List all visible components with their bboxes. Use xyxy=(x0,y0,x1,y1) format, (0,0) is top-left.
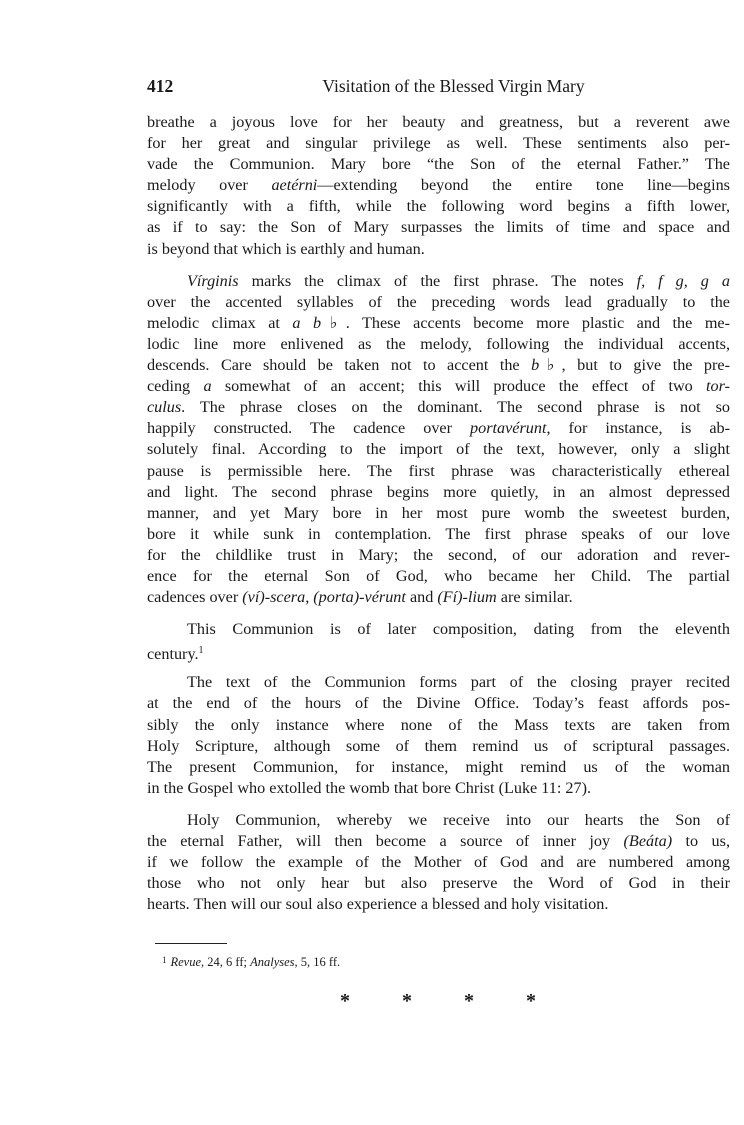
text-line xyxy=(147,154,730,175)
text-run: in the Gospel who extolled the womb that bore Christ (Luke 11: 27). xyxy=(147,778,592,797)
text-line xyxy=(147,461,730,482)
text-run: bore it while sunk in contemplation. The first phrase speaks of our love xyxy=(147,524,730,543)
text-line xyxy=(147,196,730,217)
text-line xyxy=(147,292,730,313)
text-run: significantly with a fifth, while the following word begins a fifth lower, xyxy=(147,197,730,216)
citation-title: Analyses xyxy=(250,955,295,969)
italic-term: f, f g, g a xyxy=(636,271,730,290)
text-line xyxy=(147,175,730,196)
text-run: cadences over xyxy=(147,588,243,607)
italic-term: a xyxy=(203,377,212,396)
text-line xyxy=(147,217,730,238)
text-run: the eternal Father, will then become a source of inner joy xyxy=(147,832,624,850)
paragraph-gap xyxy=(147,260,730,271)
text-run: vade the Communion. Mary bore “the Son of the eternal Father.” The xyxy=(147,155,730,174)
text-line xyxy=(147,376,730,397)
text-run: are similar. xyxy=(496,588,573,607)
text-line xyxy=(147,355,730,376)
text-run: at the end of the hours of the Divine Office. Today’s feast affords pos- xyxy=(147,694,730,713)
asterisk: * xyxy=(526,990,536,1012)
text-run: This Communion is of later composition, dating from the eleventh xyxy=(187,620,730,639)
text-line xyxy=(147,439,730,460)
text-run: The text of the Communion forms part of the closing prayer recited xyxy=(187,673,730,692)
paragraph xyxy=(147,810,730,915)
text-run: solutely final. According to the import of the text, however, only a slight xyxy=(147,440,730,459)
text-line xyxy=(147,334,730,355)
text-run: The present Communion, for instance, might remind us of the woman xyxy=(147,757,730,776)
text-run: pause is permissible here. The first phrase was characteristically ethereal xyxy=(147,461,730,480)
citation-text: , 5, 16 ff. xyxy=(294,955,341,969)
italic-term: (Fí)-lium xyxy=(437,588,497,607)
text-run: somewhat of an accent; this will produce the effect of two xyxy=(211,377,707,396)
asterisk: * xyxy=(464,990,474,1012)
text-run: Holy Scripture, although some of them remind us of scriptural passages. xyxy=(147,736,730,755)
text-run: , for instance, is ab- xyxy=(546,419,730,438)
paragraph xyxy=(147,271,730,609)
text-line xyxy=(147,587,730,608)
running-title: Visitation of the Blessed Virgin Mary xyxy=(322,76,585,96)
paragraph-gap xyxy=(147,799,730,810)
text-line xyxy=(147,271,730,292)
text-run: lodic line more enlivened as the melody, following the individual accents, xyxy=(147,334,730,353)
text-run: for her great and singular privilege as well. These sentiments also per- xyxy=(147,134,730,153)
italic-term: culus xyxy=(147,398,182,417)
text-run: . These accents become more plastic and the me- xyxy=(345,313,731,332)
text-run: —extending beyond the entire tone line—begins xyxy=(317,176,730,195)
text-line xyxy=(147,566,730,587)
italic-term: b♭ xyxy=(531,356,562,375)
asterisk: * xyxy=(340,990,350,1012)
text-run: for the childlike trust in Mary; the second, of our adoration and rever- xyxy=(147,545,730,564)
text-run: hearts. Then will our soul also experience a blessed and holy visitation. xyxy=(147,895,609,914)
paragraph-gap xyxy=(147,661,730,672)
section-separator xyxy=(340,990,588,1013)
text-line xyxy=(147,693,730,714)
italic-term: (Beáta) xyxy=(623,832,673,850)
text-run: to us, xyxy=(672,832,730,850)
text-line xyxy=(147,397,730,418)
running-header xyxy=(147,76,730,100)
text-line xyxy=(147,112,730,133)
text-line xyxy=(147,482,730,503)
text-line xyxy=(147,239,730,260)
footnote-reference: 1 xyxy=(198,645,204,657)
text-line xyxy=(147,545,730,566)
italic-term: (ví)-scera, (porta)-vérunt xyxy=(242,588,406,607)
text-run: ence for the eternal Son of God, who became her Child. The partial xyxy=(147,566,730,585)
text-run: sibly the only instance where none of the Mass texts are taken from xyxy=(147,715,730,734)
italic-term: tor- xyxy=(706,377,731,396)
text-run: breathe a joyous love for her beauty and greatness, but a reverent awe xyxy=(147,113,730,131)
text-line xyxy=(147,715,730,736)
text-line xyxy=(147,640,730,664)
text-line xyxy=(147,778,730,799)
text-run: if we follow the example of the Mother of God and are numbered among xyxy=(147,853,730,872)
text-run: and light. The second phrase begins more quietly, in an almost depressed xyxy=(147,482,730,501)
footnote xyxy=(162,955,340,970)
text-line xyxy=(147,736,730,757)
footnote-rule xyxy=(155,943,227,944)
text-line xyxy=(147,894,730,915)
text-line xyxy=(147,524,730,545)
text-run: those who not only hear but also preserve the Word of God in their xyxy=(147,874,730,893)
citation-text: , 24, 6 ff; xyxy=(201,955,251,969)
text-run: century. xyxy=(147,645,199,664)
text-line xyxy=(147,133,730,154)
paragraph xyxy=(147,619,730,664)
italic-term: a b♭ xyxy=(292,313,346,332)
text-run: and xyxy=(405,588,438,607)
italic-term: Vírginis xyxy=(187,271,239,290)
text-run: over the accented syllables of the preceding words lead gradually to the xyxy=(147,292,730,311)
text-run: Holy Communion, whereby we receive into our hearts the Son of xyxy=(187,810,730,829)
text-line xyxy=(147,418,730,439)
text-line xyxy=(147,619,730,640)
page-number: 412 xyxy=(147,76,174,96)
text-run: melodic climax at xyxy=(147,313,293,332)
text-run: happily constructed. The cadence over xyxy=(147,419,471,438)
citation-title: Revue xyxy=(170,955,202,969)
body-text xyxy=(147,112,730,915)
text-run: marks the climax of the first phrase. The notes xyxy=(238,271,637,290)
text-line xyxy=(147,672,730,693)
paragraph-gap xyxy=(147,608,730,619)
text-run: , but to give the pre- xyxy=(561,356,730,375)
text-run: manner, and yet Mary bore in her most pure womb the sweetest burden, xyxy=(147,503,730,522)
asterisk: * xyxy=(402,990,412,1012)
paragraph xyxy=(147,672,730,799)
text-line xyxy=(147,852,730,873)
italic-term: aetérni xyxy=(271,176,318,195)
italic-term: portavérunt xyxy=(470,419,547,438)
text-run: . The phrase closes on the dominant. The second phrase is not so xyxy=(181,398,730,417)
paragraph xyxy=(147,112,730,260)
text-line xyxy=(147,831,730,852)
text-line xyxy=(147,873,730,894)
footnote-marker: 1 xyxy=(162,955,167,965)
text-run: ceding xyxy=(147,377,204,396)
text-line xyxy=(147,503,730,524)
text-line xyxy=(147,313,730,334)
text-run: as if to say: the Son of Mary surpasses the limits of time and space and xyxy=(147,218,730,237)
text-run: melody over xyxy=(147,176,272,195)
text-run: descends. Care should be taken not to accent the xyxy=(147,356,532,375)
text-line xyxy=(147,810,730,831)
text-line xyxy=(147,757,730,778)
text-run: is beyond that which is earthly and human. xyxy=(147,239,425,258)
